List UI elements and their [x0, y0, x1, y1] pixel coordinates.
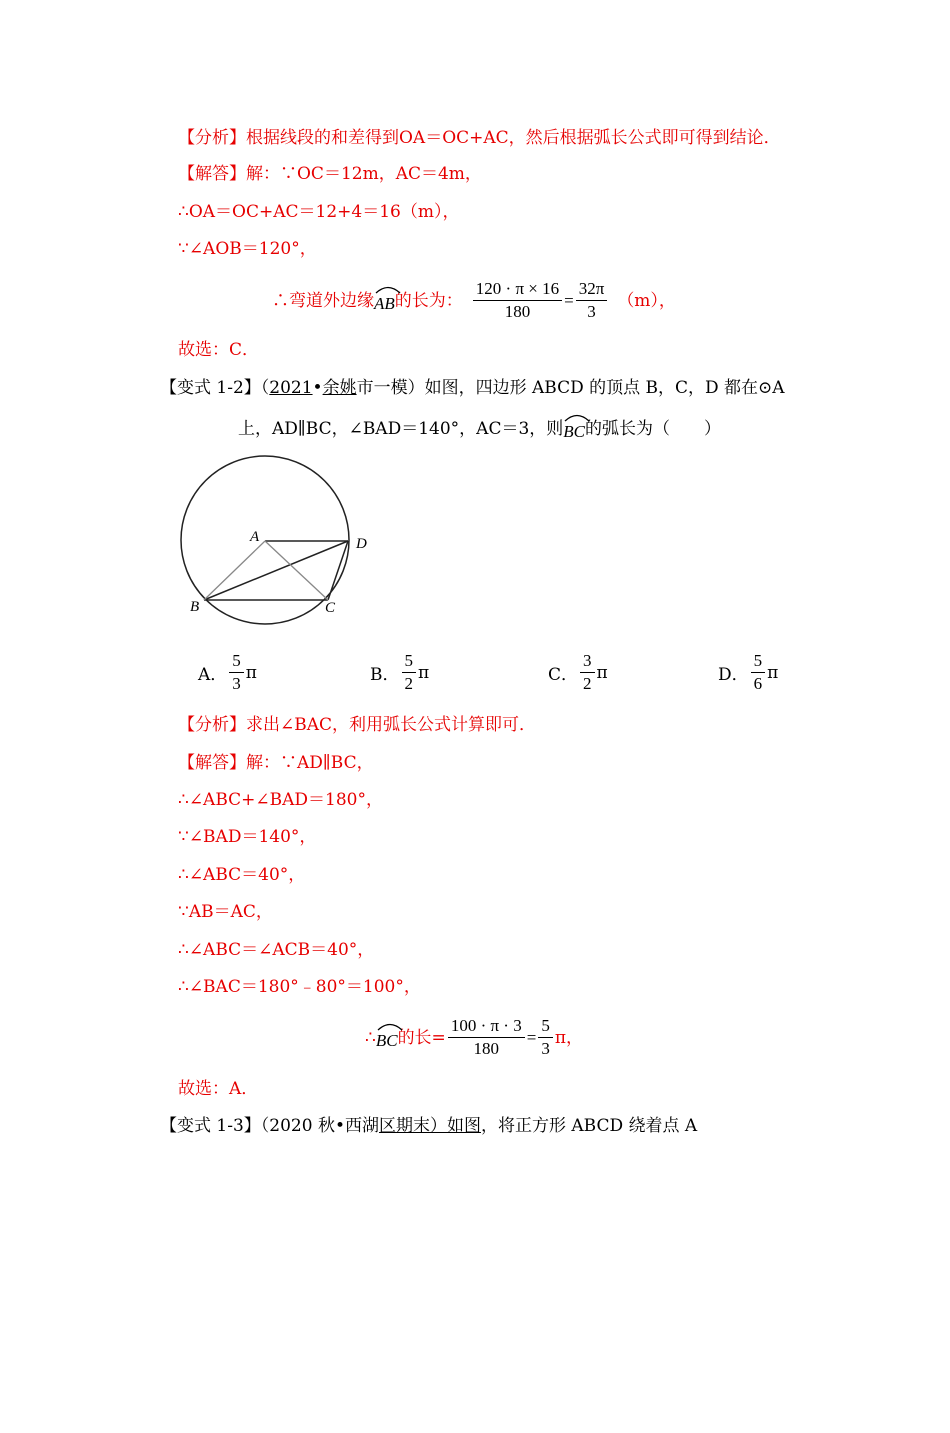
- label-d: D: [356, 536, 367, 552]
- solution-2: 【解答】解：∵AD∥BC，: [178, 753, 374, 773]
- analysis-1: 【分析】根据线段的和差得到OA＝OC+AC，然后根据弧长公式即可得到结论．: [178, 128, 781, 148]
- step3-result: $\frac{32\pi}{3}$: [576, 278, 608, 323]
- solution-1-step1: ∴OA＝OC+AC＝12+4＝16（m），: [178, 202, 460, 222]
- q3-underlined: 区期末）如图: [378, 1116, 481, 1136]
- option-b[interactable]: B． $\frac{5}{2}$ π: [370, 651, 430, 693]
- option-a-fraction: $\frac{5}{3}$: [229, 650, 244, 695]
- solution-2-step4: ∵AB＝AC，: [178, 902, 273, 922]
- circle-figure: [170, 450, 390, 635]
- answer-1: 故选：C．: [178, 340, 260, 360]
- arc-ab: AB: [374, 286, 395, 316]
- q2-tag: 【变式 1-2】: [160, 378, 261, 398]
- segment-cd: [328, 541, 348, 600]
- segment-ab: [204, 541, 265, 600]
- option-c[interactable]: C． $\frac{3}{2}$ π: [548, 651, 608, 693]
- arc-bc-answer: BC: [376, 1023, 398, 1053]
- solution-1-step3: [272, 278, 676, 323]
- q2-year: 2021: [269, 378, 313, 398]
- step3-fraction: $\frac{120 \cdot \pi \times 16}{180}$: [473, 278, 562, 323]
- option-a[interactable]: A． $\frac{5}{3}$ π: [198, 651, 257, 693]
- arc-bc: BC: [563, 414, 585, 444]
- solution-2-step5: ∴∠ABC＝∠ACB＝40°，: [178, 940, 375, 960]
- option-d[interactable]: D． $\frac{5}{6}$ π: [718, 651, 779, 693]
- option-b-fraction: $\frac{5}{2}$: [402, 650, 417, 695]
- arc-icon: [376, 1021, 404, 1031]
- solution-2-step3: ∴∠ABC＝40°，: [178, 865, 306, 885]
- option-c-fraction: $\frac{3}{2}$: [580, 650, 595, 695]
- question-2-header: 【变式 1-2】（2021•余姚市一模）如图，四边形 ABCD 的顶点 B，C，D 都在⊙A: [160, 378, 785, 398]
- solution-2-step2: ∵∠BAD＝140°，: [178, 827, 317, 847]
- solution-2-step6: ∴∠BAC＝180°﹣80°＝100°，: [178, 977, 421, 997]
- step3-equals: =: [564, 290, 574, 310]
- arc-icon: [374, 284, 402, 294]
- question-2-line2: 上，AD∥BC，∠BAD＝140°，AC＝3，则 BC 的弧长为（ ）: [238, 414, 721, 444]
- label-a: A: [250, 529, 260, 545]
- question-3-header: 【变式 1-3】（2020 秋•西湖区期末）如图，将正方形 ABCD 绕着点 A: [160, 1116, 698, 1136]
- step7-result: $\frac{5}{3}$: [538, 1015, 553, 1060]
- analysis-2: 【分析】求出∠BAC，利用弧长公式计算即可．: [178, 715, 537, 735]
- arc-icon: [563, 412, 591, 422]
- label-c: C: [325, 600, 336, 616]
- q3-tag: 【变式 1-3】: [160, 1116, 261, 1136]
- segment-bd: [204, 541, 348, 600]
- option-d-fraction: $\frac{5}{6}$: [751, 650, 766, 695]
- solution-1: 【解答】解：∵OC＝12m，AC＝4m，: [178, 164, 482, 184]
- solution-2-step1: ∴∠ABC+∠BAD＝180°，: [178, 790, 383, 810]
- step3-suffix: （m），: [617, 290, 676, 311]
- label-b: B: [190, 599, 200, 615]
- solution-2-step7: ∴ BC 的长= $\frac{100 \cdot \pi \cdot 3}{180}$ = $\frac{5}{3}$ π，: [365, 1016, 583, 1058]
- step3-mid: 的长为：: [394, 290, 463, 311]
- answer-2: 故选：A．: [178, 1079, 259, 1099]
- solution-1-step2: ∵∠AOB＝120°，: [178, 239, 317, 259]
- step7-fraction: $\frac{100 \cdot \pi \cdot 3}{180}$: [448, 1015, 525, 1060]
- q2-place: 余姚: [322, 378, 357, 398]
- step3-prefix: ∴弯道外边缘: [272, 290, 374, 311]
